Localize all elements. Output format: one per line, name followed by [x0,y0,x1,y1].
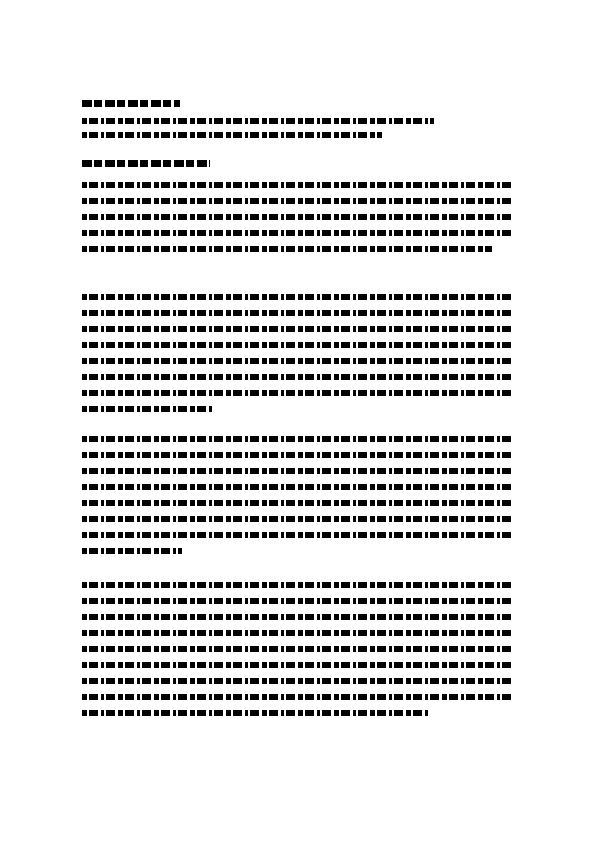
paragraph-line [82,694,514,700]
header-title-line [82,100,180,107]
paragraph-line [82,516,514,522]
paragraph-line [82,468,514,474]
paragraph-line [82,374,514,380]
paragraph-line [82,452,514,458]
paragraph-line [82,532,514,538]
paragraph-line [82,214,514,220]
paragraph-line [82,342,514,348]
paragraph-line [82,630,514,636]
paragraph-line [82,310,514,316]
paragraph-line [82,500,514,506]
paragraph-line [82,662,514,668]
paragraph-line [82,710,430,716]
paragraph-line [82,436,514,442]
header-line [82,132,382,138]
header-line [82,118,434,124]
paragraph-line [82,390,514,396]
paragraph-line [82,614,514,620]
paragraph-line [82,182,514,188]
paragraph-line [82,198,514,204]
paragraph-line [82,246,492,252]
paragraph-line [82,406,212,412]
section-heading [82,160,210,167]
paragraph-line [82,294,514,300]
paragraph-line [82,326,514,332]
paragraph-line [82,230,514,236]
paragraph-line [82,646,514,652]
paragraph-line [82,582,514,588]
paragraph-line [82,548,182,554]
paragraph-line [82,484,514,490]
paragraph-line [82,358,514,364]
paragraph-line [82,598,514,604]
paragraph-line [82,678,514,684]
